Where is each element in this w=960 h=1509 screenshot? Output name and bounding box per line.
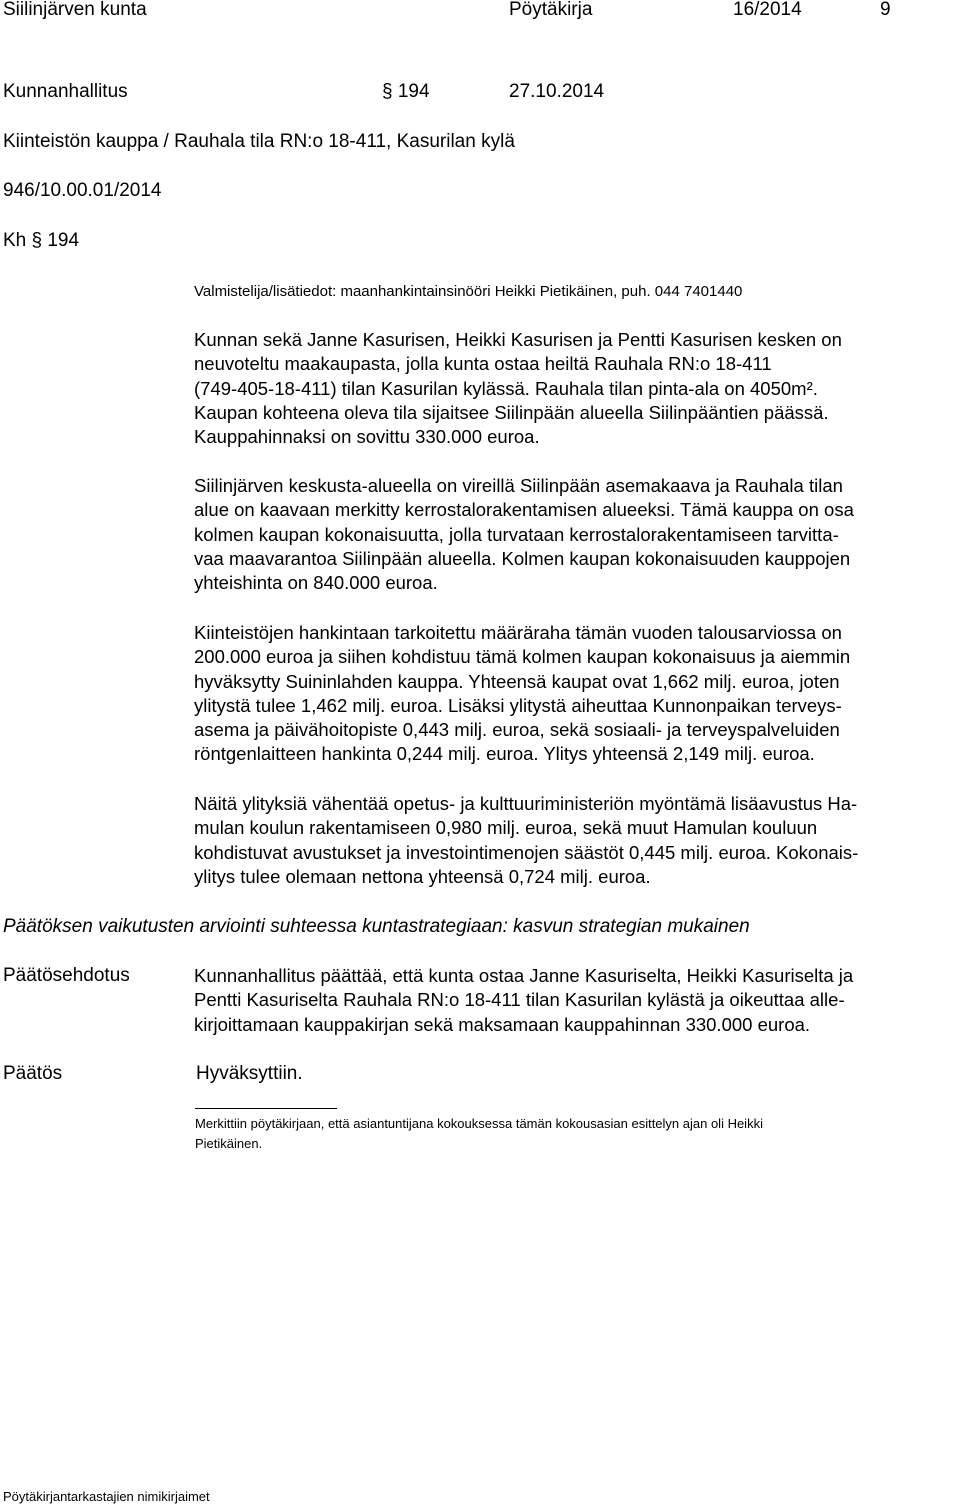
text-line: Kauppahinnaksi on sovittu 330.000 euroa. — [194, 426, 540, 448]
text-line: ylitystä tulee 1,462 milj. euroa. Lisäksi ylitystä aiheuttaa Kunnonpaikan terveys- — [194, 694, 842, 716]
document-type: Pöytäkirja — [509, 0, 593, 20]
text-line: 200.000 euroa ja siihen kohdistuu tämä kolmen kaupan kokonaisuus ja aiemmin — [194, 646, 851, 668]
reference-number: 946/10.00.01/2014 — [3, 180, 162, 201]
text-line: hyväksytty Suininlahden kauppa. Yhteensä kaupat ovat 1,662 milj. euroa, joten — [194, 670, 840, 692]
text-line: Näitä ylityksiä vähentää opetus- ja kulttuuriministeriön myöntämä lisäavustus Ha- — [194, 793, 858, 814]
paragraph-zoning — [194, 474, 954, 595]
text-line: Pentti Kasuriselta Rauhala RN:o 18-411 tilan Kasurilan kylästä ja oikeuttaa alle- — [194, 989, 845, 1011]
paragraph-budget — [194, 621, 954, 767]
text-line: Kunnanhallitus päättää, että kunta ostaa Janne Kasuriselta, Heikki Kasuriselta ja — [194, 965, 854, 986]
text-line: yhteishinta on 840.000 euroa. — [194, 572, 438, 594]
paragraph-purchase-summary — [194, 328, 954, 449]
page-number: 9 — [880, 0, 891, 20]
text-line: alue on kaavaan merkitty kerrostalorakentamisen alueeksi. Tämä kauppa on osa — [194, 499, 854, 521]
text-line: kolmen kaupan kokonaisuutta, jolla turvataan kerrostalorakentamiseen tarvitta- — [194, 523, 839, 545]
footer-initials-label: Pöytäkirjantarkastajien nimikirjaimet — [3, 1489, 210, 1504]
text-line: kirjoittamaan kauppakirjan sekä maksamaan kauppahinnan 330.000 euroa. — [194, 1013, 811, 1035]
kh-section: Kh § 194 — [3, 230, 80, 251]
decision-label: Päätös — [3, 1063, 63, 1084]
proposal-label: Päätösehdotus — [3, 965, 130, 986]
text-line: asema ja päivähoitopiste 0,443 milj. euroa, sekä sosiaali- ja terveyspalveluiden — [194, 719, 840, 741]
meeting-body: Kunnanhallitus — [3, 81, 128, 102]
text-line: mulan koulun rakentamiseen 0,980 milj. euroa, sekä muut Hamulan kouluun — [194, 817, 818, 839]
decision-text: Hyväksyttiin. — [196, 1063, 303, 1084]
text-line: Kaupan kohteena oleva tila sijaitsee Siilinpään alueella Siilinpääntien päässä. — [194, 401, 829, 423]
text-line: (749-405-18-411) tilan Kasurilan kylässä. Rauhala tilan pinta-ala on 4050m². — [194, 377, 818, 399]
text-line: Kiinteistöjen hankintaan tarkoitettu määräraha tämän vuoden talousarviossa on — [194, 622, 842, 643]
page-title: Kiinteistön kauppa / Rauhala tila RN:o 18-411, Kasurilan kylä — [3, 131, 515, 152]
footnote-line: Pietikäinen. — [195, 1136, 263, 1151]
text-line: kohdistuvat avustukset ja investointimenojen säästöt 0,445 milj. euroa. Kokonais- — [194, 841, 859, 863]
text-line: ylitys tulee olemaan nettona yhteensä 0,724 milj. euroa. — [194, 865, 651, 887]
footnote-rule — [195, 1108, 337, 1109]
meeting-section: § 194 — [382, 81, 430, 102]
proposal-text — [194, 964, 954, 1037]
text-line: röntgenlaitteen hankinta 0,244 milj. euroa. Ylitys yhteensä 2,149 milj. euroa. — [194, 743, 815, 765]
text-line: Siilinjärven keskusta-alueella on vireillä Siilinpään asemakaava ja Rauhala tilan — [194, 475, 843, 496]
strategy-heading: Päätöksen vaikutusten arviointi suhteessa kuntastrategiaan: kasvun strategian mukainen — [3, 916, 750, 937]
preparer-info: Valmistelija/lisätiedot: maanhankintainsinööri Heikki Pietikäinen, puh. 044 7401440 — [194, 283, 743, 300]
text-line: vaa maavarantoa Siilinpään alueella. Kolmen kaupan kokonaisuuden kauppojen — [194, 547, 851, 569]
meeting-date: 27.10.2014 — [509, 81, 605, 102]
municipality-name: Siilinjärven kunta — [3, 0, 147, 20]
protocol-number: 16/2014 — [733, 0, 802, 20]
text-line: Kunnan sekä Janne Kasurisen, Heikki Kasurisen ja Pentti Kasurisen kesken on — [194, 329, 842, 350]
footnote-line: Merkittiin pöytäkirjaan, että asiantuntijana kokouksessa tämän kokousasian esittelyn ajan oli Heikki — [195, 1116, 763, 1131]
paragraph-offsets — [194, 792, 954, 889]
text-line: neuvoteltu maakaupasta, jolla kunta ostaa heiltä Rauhala RN:o 18-411 — [194, 353, 772, 375]
